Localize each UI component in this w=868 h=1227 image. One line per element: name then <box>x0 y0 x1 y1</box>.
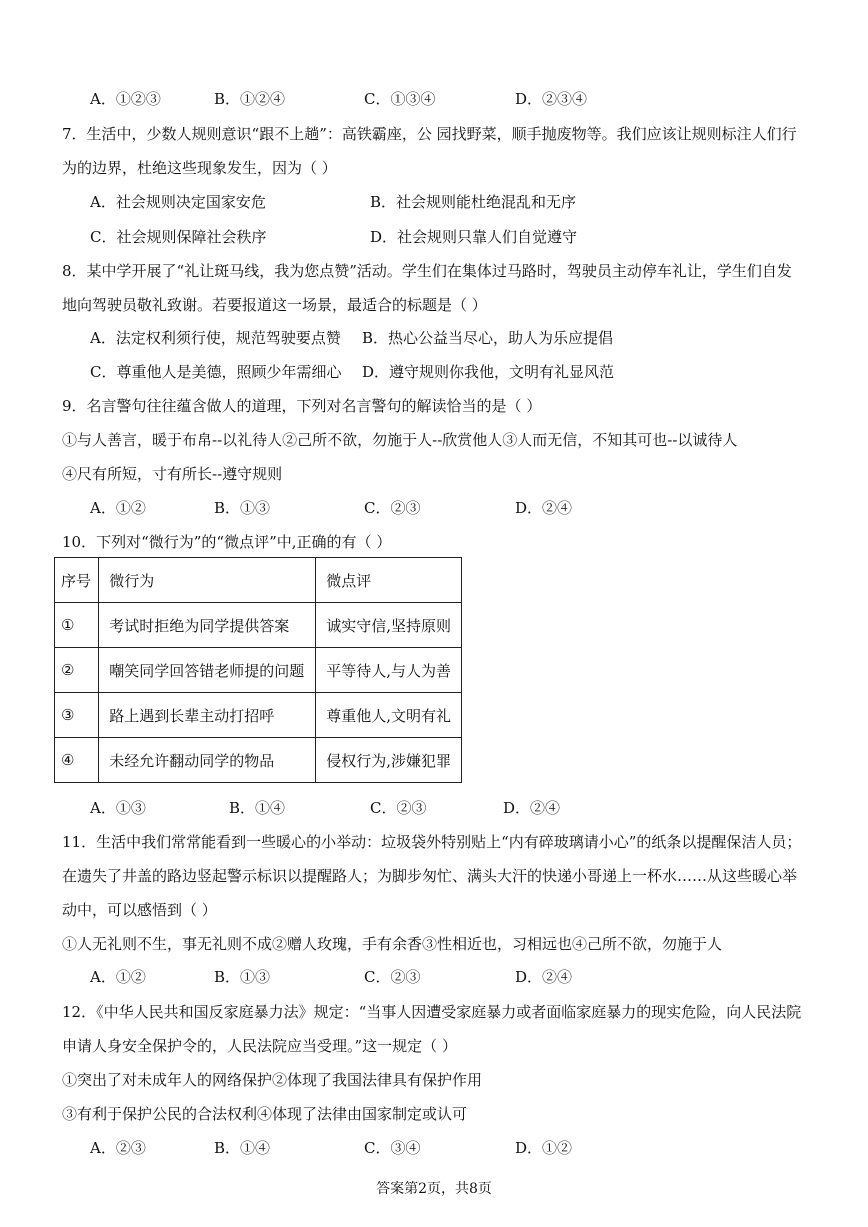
q8-option-c[interactable]: C．尊重他人是美德，照顾少年需细心 <box>90 363 342 381</box>
q9-option-d[interactable]: D．②④ <box>515 499 573 517</box>
table-cell: 侵权行为,涉嫌犯罪 <box>316 738 462 783</box>
q12-items-line-1: ①突出了对未成年人的网络保护②体现了我国法律具有保护作用 <box>62 1071 483 1089</box>
q12-items-line-2: ③有利于保护公民的合法权利④体现了法律由国家制定或认可 <box>62 1105 468 1123</box>
q9-option-c[interactable]: C．②③ <box>364 499 421 517</box>
q7-option-b[interactable]: B．社会规则能杜绝混乱和无序 <box>370 193 577 211</box>
q10-stem: 10．下列对“微行为”的“微点评”中,正确的有（ ） <box>62 533 392 551</box>
q6-option-a[interactable]: A．①②③ <box>90 90 161 108</box>
q6-option-c[interactable]: C．①③④ <box>364 90 436 108</box>
q10-option-b[interactable]: B．①④ <box>229 799 286 817</box>
q10-option-c[interactable]: C．②③ <box>370 799 427 817</box>
table-cell: 嘲笑同学回答错老师提的问题 <box>99 648 316 693</box>
q12-option-a[interactable]: A．②③ <box>90 1139 146 1157</box>
q12-stem-line-1: 12．《中华人民共和国反家庭暴力法》规定：“当事人因遭受家庭暴力或者面临家庭暴力的现实危险，向人民法院 <box>62 1003 802 1021</box>
q9-option-b[interactable]: B．①③ <box>214 499 271 517</box>
q6-option-d[interactable]: D．②③④ <box>515 90 588 108</box>
q8-stem-line-2: 地向驾驶员敬礼致谢。若要报道这一场景，最适合的标题是（ ） <box>62 296 487 314</box>
q8-option-a[interactable]: A．法定权利须行使，规范驾驶要点赞 <box>90 329 341 347</box>
q9-items-line-1: ①与人善言，暖于布帛--以礼待人②己所不欲，勿施于人--欣赏他人③人而无信，不知其可也--以诚待人 <box>62 431 738 449</box>
q11-option-c[interactable]: C．②③ <box>364 968 421 986</box>
q10-option-a[interactable]: A．①③ <box>90 799 146 817</box>
q12-stem-line-2: 申请人身安全保护令的，人民法院应当受理。”这一规定（ ） <box>62 1037 457 1055</box>
q7-option-a[interactable]: A．社会规则决定国家安危 <box>90 193 266 211</box>
q11-stem-line-3: 动中，可以感悟到（ ） <box>62 901 217 919</box>
q7-option-c[interactable]: C．社会规则保障社会秩序 <box>90 228 267 246</box>
q8-option-b[interactable]: B．热心公益当尽心，助人为乐应提倡 <box>362 329 614 347</box>
q9-items-line-2: ④尺有所短，寸有所长--遵守规则 <box>62 465 283 483</box>
q10-table <box>54 557 462 783</box>
table-cell: 未经允许翻动同学的物品 <box>99 738 316 783</box>
table-cell: 路上遇到长辈主动打招呼 <box>99 693 316 738</box>
table-cell: 尊重他人,文明有礼 <box>316 693 462 738</box>
q11-option-a[interactable]: A．①② <box>90 968 146 986</box>
table-cell: ② <box>55 648 99 693</box>
q11-option-d[interactable]: D．②④ <box>515 968 573 986</box>
table-header-cell: 序号 <box>55 558 99 603</box>
q12-option-c[interactable]: C．③④ <box>364 1139 421 1157</box>
q10-option-d[interactable]: D．②④ <box>503 799 561 817</box>
table-cell: ④ <box>55 738 99 783</box>
q11-items-line-1: ①人无礼则不生，事无礼则不成②赠人玫瑰，手有余香③性相近也，习相远也④己所不欲，勿施于人 <box>62 935 723 953</box>
q7-stem-line-2: 为的边界，杜绝这些现象发生，因为（ ） <box>62 159 337 177</box>
table-row <box>55 648 462 693</box>
q12-option-d[interactable]: D．①② <box>515 1139 573 1157</box>
q8-stem-line-1: 8．某中学开展了“礼让斑马线，我为您点赞”活动。学生们在集体过马路时，驾驶员主动停车礼让，学生们自发 <box>62 262 792 280</box>
q9-option-a[interactable]: A．①② <box>90 499 146 517</box>
table-row <box>55 738 462 783</box>
table-cell: 考试时拒绝为同学提供答案 <box>99 603 316 648</box>
q7-stem-line-1: 7．生活中，少数人规则意识“跟不上趟”：高铁霸座，公 园找野菜，顺手抛废物等。我们应该让规则标注人们行 <box>62 125 797 143</box>
q8-option-d[interactable]: D．遵守规则你我他，文明有礼显风范 <box>362 363 615 381</box>
table-cell: ③ <box>55 693 99 738</box>
table-cell: 诚实守信,坚持原则 <box>316 603 462 648</box>
q9-stem: 9．名言警句往往蕴含做人的道理，下列对名言警句的解读恰当的是（ ） <box>62 397 542 415</box>
table-row <box>55 693 462 738</box>
q11-stem-line-2: 在遗失了井盖的路边竖起警示标识以提醒路人；为脚步匆忙、满头大汗的快递小哥递上一杯水……从这些暖心举 <box>62 867 798 885</box>
table-header-row <box>55 558 462 603</box>
q11-stem-line-1: 11．生活中我们常常能看到一些暖心的小举动：垃圾袋外特别贴上“内有碎玻璃请小心”的纸条以提醒保洁人员； <box>62 833 802 851</box>
table-cell: 平等待人,与人为善 <box>316 648 462 693</box>
q12-option-b[interactable]: B．①④ <box>214 1139 271 1157</box>
table-cell: ① <box>55 603 99 648</box>
page-footer: 答案第2页，共8页 <box>376 1181 492 1197</box>
q7-option-d[interactable]: D．社会规则只靠人们自觉遵守 <box>370 228 578 246</box>
table-header-cell: 微点评 <box>316 558 462 603</box>
q6-option-b[interactable]: B．①②④ <box>214 90 286 108</box>
table-header-cell: 微行为 <box>99 558 316 603</box>
q11-option-b[interactable]: B．①③ <box>214 968 271 986</box>
table-row <box>55 603 462 648</box>
